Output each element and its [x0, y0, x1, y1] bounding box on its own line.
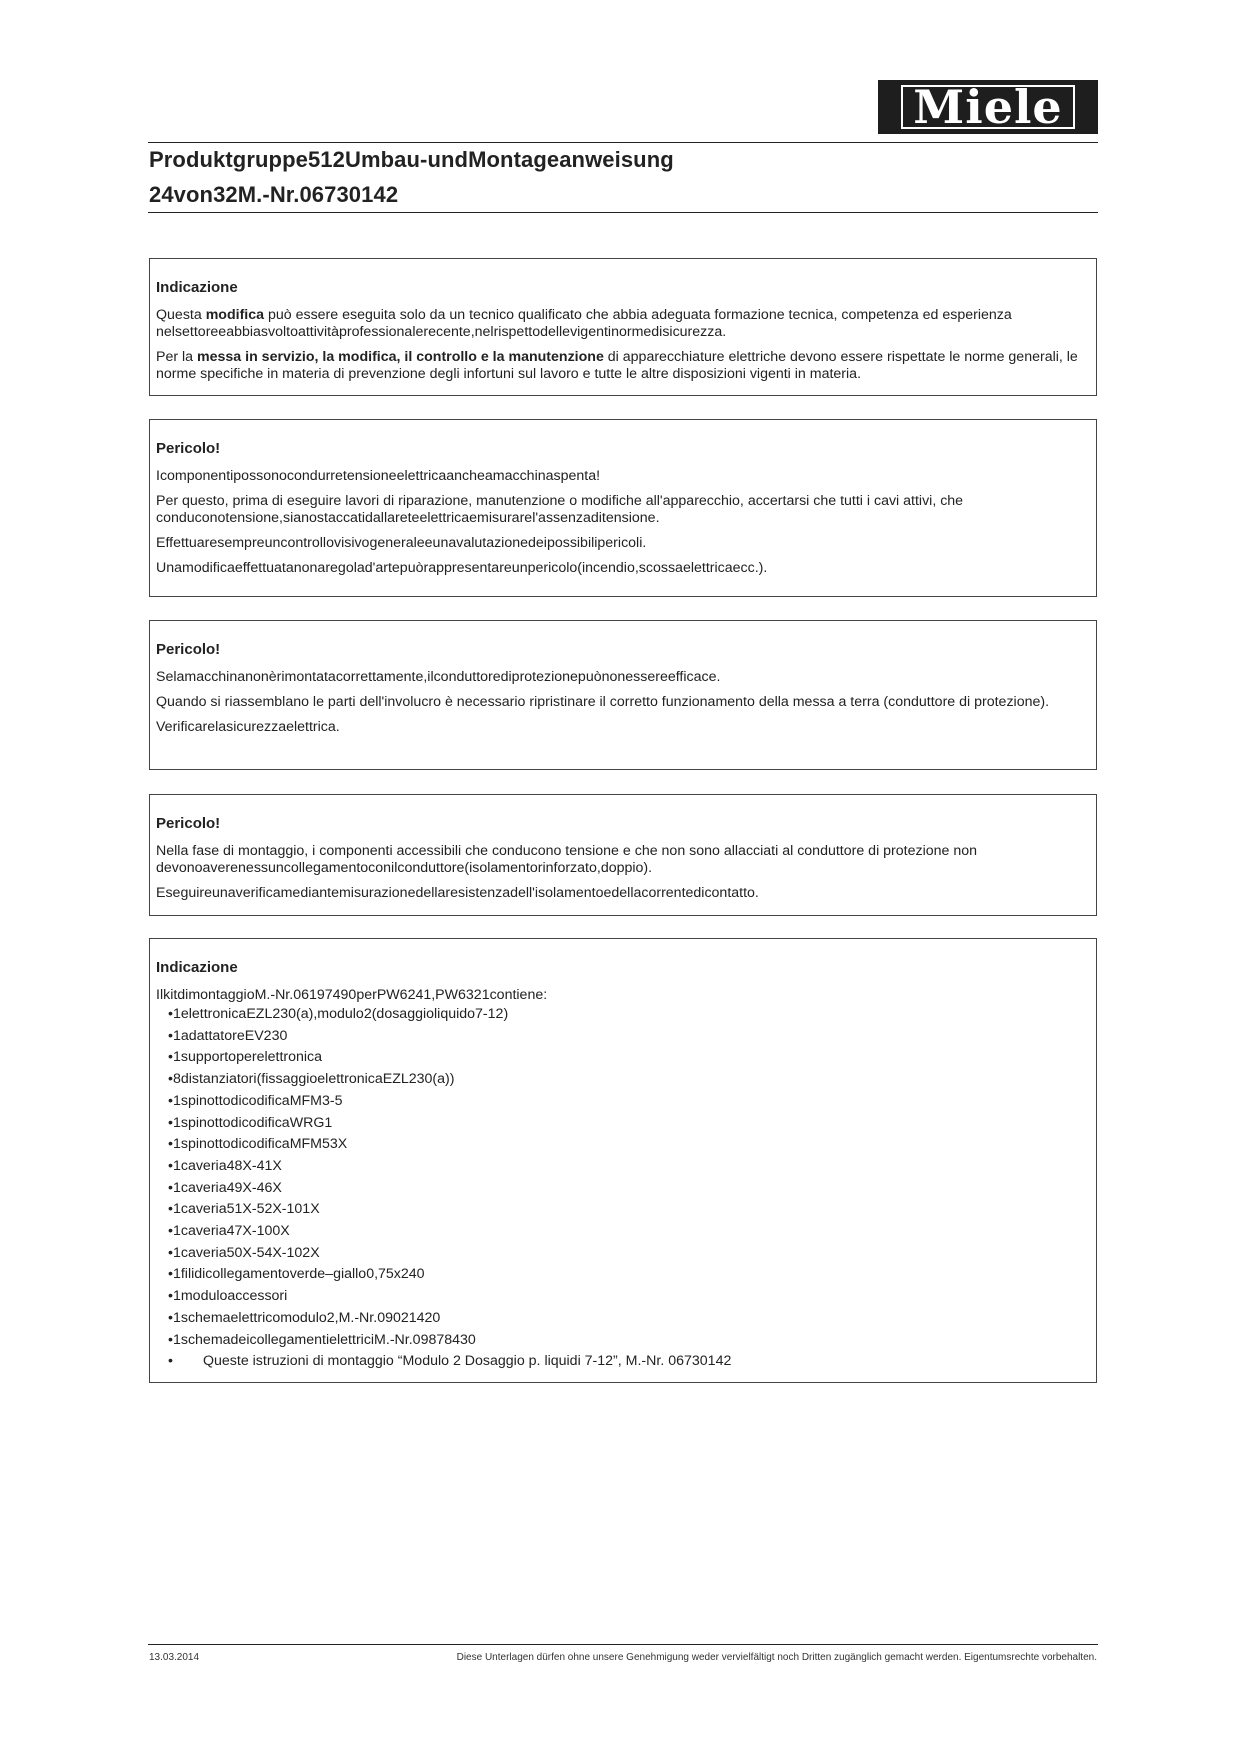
kit-intro: IlkitdimontaggioM.-Nr.06197490perPW6241,PW6321contiene:	[156, 987, 548, 1003]
notice-box-qualification	[149, 258, 1097, 396]
list-item: •1caveria51X-52X-101X	[168, 1201, 320, 1218]
danger-paragraph: Verificarelasicurezzaelettrica.	[156, 719, 340, 735]
danger-heading: Pericolo!	[156, 815, 221, 832]
list-item: •1spinottodicodificaMFM3-5	[168, 1092, 343, 1109]
list-item: •1schemaelettricomodulo2,M.-Nr.09021420	[168, 1309, 441, 1326]
document-title: Produktgruppe512Umbau-undMontageanweisung	[149, 147, 674, 172]
list-item: •1adattatoreEV230	[168, 1027, 288, 1044]
miele-logo	[878, 80, 1098, 134]
danger-heading: Pericolo!	[156, 440, 221, 457]
danger-paragraph: Unamodificaeffettuatanonaregolad'artepuòrappresentareunpericolo(incendio,scossaelettricaecc.).	[156, 560, 768, 576]
list-item: •1caveria47X-100X	[168, 1223, 290, 1240]
notice-paragraph: Per la messa in servizio, la modifica, il controllo e la manutenzione di apparecchiature elettriche devono essere rispettate le norme generali, le norme specifiche in materia di prevenzione degli infortuni sul lavoro e tutte le altre disposizioni vigenti in materia.	[156, 349, 1078, 382]
list-item: •1moduloaccessori	[168, 1288, 288, 1305]
danger-paragraph: Eseguireunaverificamediantemisurazionedellaresistenzadell'isolamentoedellacorrentedicontatto.	[156, 885, 759, 901]
danger-paragraph: Effettuaresempreuncontrollovisivogeneraleeunavalutazionedeipossibilipericoli.	[156, 535, 647, 551]
list-item: •1spinottodicodificaWRG1	[168, 1114, 333, 1131]
danger-paragraph: Selamacchinanonèrimontatacorrettamente,ilconduttorediprotezionepuònonessereefficace.	[156, 669, 721, 685]
list-item: •1caveria48X-41X	[168, 1157, 282, 1174]
danger-box-protective-conductor	[149, 620, 1097, 770]
page-footer	[149, 1652, 1097, 1663]
danger-paragraph: Icomponentipossonocondurretensioneelettricaancheamacchinaspenta!	[156, 468, 601, 484]
danger-box-assembly	[149, 794, 1097, 916]
footer-date: 13.03.2014	[149, 1652, 200, 1663]
danger-paragraph: Nella fase di montaggio, i componenti accessibili che conducono tensione e che non sono allacciati al conduttore di protezione non devonoaverenessuncollegamentoconilconduttore(isolamentorinforzato,doppio).	[156, 843, 978, 876]
footer-copyright-notice: Diese Unterlagen dürfen ohne unsere Genehmigung weder vervielfältigt noch Dritten zugänglich gemacht werden. Eigentumsrechte vorbehalten.	[456, 1652, 1097, 1663]
list-item: •1caveria49X-46X	[168, 1179, 282, 1196]
footer-rule	[148, 1644, 1098, 1645]
danger-paragraph: Per questo, prima di eseguire lavori di riparazione, manutenzione o modifiche all'apparecchio, accertarsi che tutti i cavi attivi, che conduconotensione,sianostaccatidallareteelettricaemisurarel'assenzaditensione.	[156, 493, 964, 526]
notice-paragraph: Questa modifica può essere eseguita solo da un tecnico qualificato che abbia adeguata formazione tecnica, competenza ed esperienza nelsettoreeabbiasvoltoattivitàprofessionalerecente,nelrispettodellevigentinormedisicurezza.	[156, 307, 1012, 340]
notice-heading: Indicazione	[156, 959, 238, 976]
list-item: • Queste istruzioni di montaggio “Modulo 2 Dosaggio p. liquidi 7-12”, M.-Nr. 06730142	[168, 1353, 732, 1370]
danger-paragraph: Quando si riassemblano le parti dell'involucro è necessario ripristinare il corretto funzionamento della messa a terra (conduttore di protezione).	[156, 694, 1050, 710]
document-subtitle: 24von32M.-Nr.06730142	[149, 182, 399, 207]
list-item: •1caveria50X-54X-102X	[168, 1244, 320, 1261]
header-bottom-rule	[148, 212, 1098, 213]
notice-heading: Indicazione	[156, 279, 238, 296]
list-item: •1elettronicaEZL230(a),modulo2(dosaggioliquido7-12)	[168, 1006, 509, 1022]
danger-box-voltage	[149, 419, 1097, 597]
danger-heading: Pericolo!	[156, 641, 221, 658]
logo-text: Miele	[913, 80, 1063, 134]
kit-contents-list	[156, 1004, 1088, 1373]
list-item: •1schemadeicollegamentielettriciM.-Nr.09878430	[168, 1331, 476, 1348]
list-item: •1supportoperelettronica	[168, 1049, 323, 1066]
notice-box-kit-contents	[149, 938, 1097, 1383]
logo-frame	[901, 80, 1074, 134]
list-item: •1filidicollegamentoverde–giallo0,75x240	[168, 1266, 425, 1283]
header-top-rule	[148, 142, 1098, 143]
list-item: •8distanziatori(fissaggioelettronicaEZL230(a))	[168, 1071, 455, 1088]
list-item: •1spinottodicodificaMFM53X	[168, 1136, 348, 1153]
